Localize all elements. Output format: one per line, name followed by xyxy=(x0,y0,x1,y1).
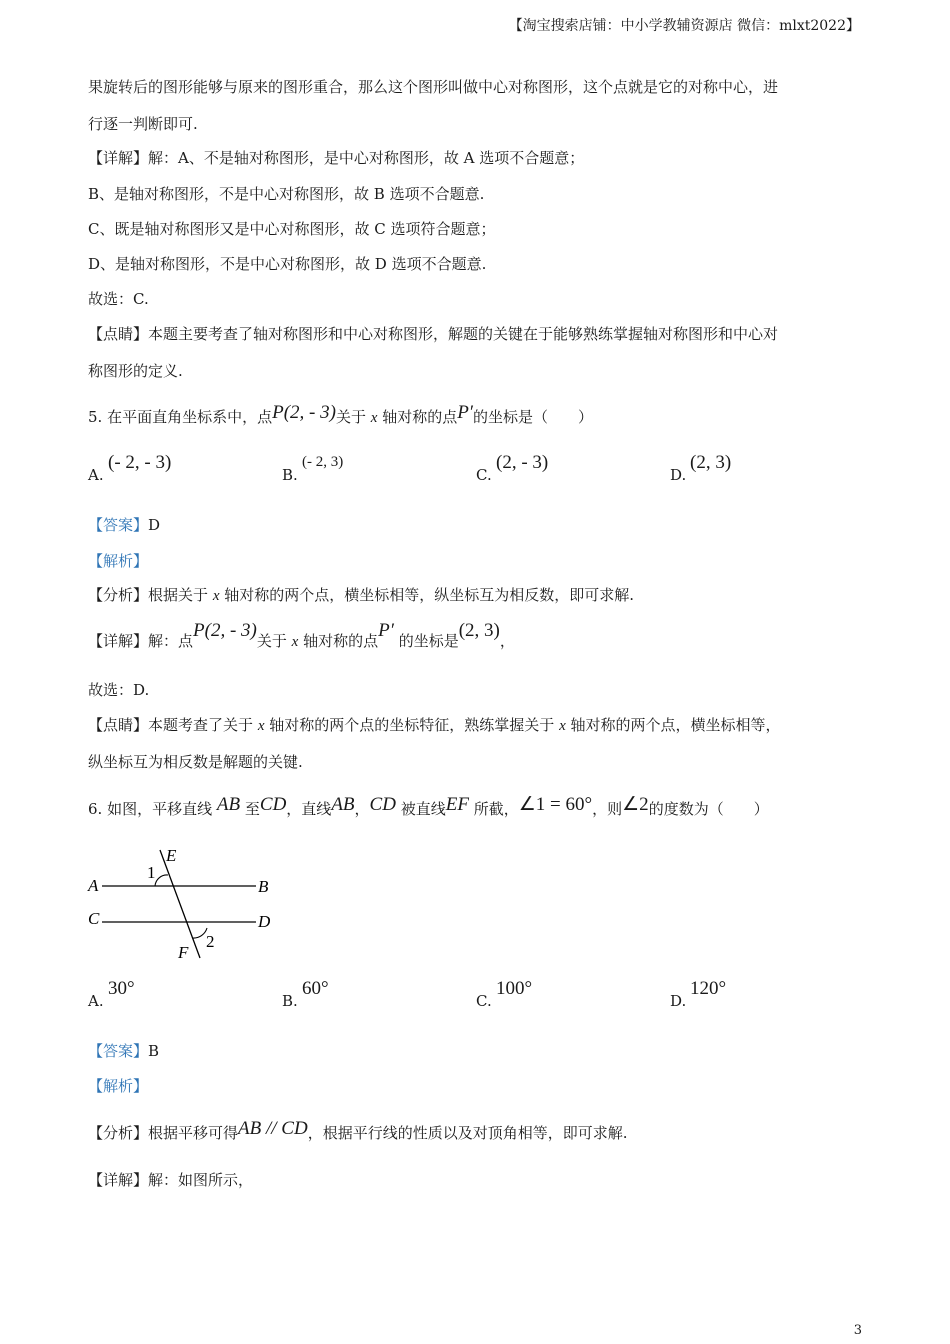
fenxi-tag: 【分析】 xyxy=(88,1124,149,1142)
stem-text: 轴对称的点 xyxy=(382,408,458,426)
line-cd: CD xyxy=(369,794,396,815)
detail-text: 关于 xyxy=(256,632,287,650)
answer-tag: 【答案】 xyxy=(88,1042,149,1060)
point-p-prime: P′ xyxy=(378,620,394,641)
q5-detail xyxy=(88,620,515,653)
q6-option-d xyxy=(670,978,850,1018)
angle-2: ∠2 xyxy=(622,794,649,815)
stem-text: 的坐标是（ ） xyxy=(472,408,593,426)
option-label: D. xyxy=(670,466,687,484)
option-label: B. xyxy=(282,992,298,1010)
intro-line-1: 果旋转后的图形能够与原来的图形重合，那么这个图形叫做中心对称图形，这个点就是它的对称中心，进 xyxy=(88,78,779,96)
q6-analysis-tag: 【解析】 xyxy=(88,1077,149,1095)
detail-text: 解：如图所示， xyxy=(148,1171,254,1189)
q6-fenxi xyxy=(88,1118,628,1144)
q5-stem xyxy=(88,402,593,429)
x-variable: x xyxy=(370,410,378,426)
comment-tag: 【点睛】 xyxy=(88,325,149,343)
parallel-lines-figure xyxy=(80,840,290,970)
line-cd: CD xyxy=(259,794,287,815)
point-p: P(2, - 3) xyxy=(272,402,336,423)
label-angle-2: 2 xyxy=(206,932,215,951)
x-variable: x xyxy=(257,718,265,734)
option-label: B. xyxy=(282,466,298,484)
line-ab: AB xyxy=(331,794,355,815)
point-p: P(2, - 3) xyxy=(193,620,257,641)
line-ef: EF xyxy=(445,794,469,815)
label-c: C xyxy=(88,909,100,928)
result-value: (2, 3) xyxy=(458,620,500,641)
detail-text: 轴对称的点 xyxy=(303,632,379,650)
q5-analysis-tag: 【解析】 xyxy=(88,552,149,570)
label-b: B xyxy=(258,877,269,896)
x-variable: x xyxy=(291,634,299,650)
q5-comment-1 xyxy=(88,714,781,737)
q6-option-a xyxy=(88,978,268,1018)
parallel-statement: AB // CD xyxy=(238,1118,308,1139)
fenxi-text: ，根据平行线的性质以及对顶角相等，即可求解. xyxy=(307,1124,628,1142)
fenxi-text: 轴对称的两个点，横坐标相等，纵坐标互为相反数，即可求解. xyxy=(224,586,635,604)
q4-comment-1 xyxy=(88,323,778,345)
q6-option-c xyxy=(476,978,656,1018)
x-variable: x xyxy=(559,718,566,734)
q5-option-b xyxy=(282,452,462,492)
detail-text: 解：点 xyxy=(148,632,194,650)
label-d: D xyxy=(258,912,271,931)
q5-option-d xyxy=(670,452,850,492)
option-value: 100° xyxy=(496,978,533,999)
q5-choose: 故选：D. xyxy=(88,681,150,699)
q4-detail-b: B、是轴对称图形，不是中心对称图形，故 B 选项不合题意. xyxy=(88,185,485,203)
detail-tag: 【详解】 xyxy=(88,149,149,167)
q4-detail-a xyxy=(88,147,584,169)
detail-tag: 【详解】 xyxy=(88,1171,149,1189)
option-label: D. xyxy=(670,992,687,1010)
q6-option-b xyxy=(282,978,462,1018)
stem-text: 被直线 xyxy=(400,800,446,818)
answer-value: D xyxy=(148,516,161,534)
angle-2-arc xyxy=(193,928,207,938)
angle-1-value: ∠1 = 60° xyxy=(518,794,593,815)
label-e: E xyxy=(166,846,177,865)
comment-text: 轴对称的两个点的坐标特征，熟练掌握关于 xyxy=(269,716,555,734)
stem-text: ，直线 xyxy=(286,800,332,818)
page-header: 【淘宝搜索店铺：中小学教辅资源店 微信：mlxt2022】 xyxy=(508,18,860,34)
q4-detail-c: C、既是轴对称图形又是中心对称图形，故 C 选项符合题意； xyxy=(88,220,496,238)
stem-text: 关于 xyxy=(335,408,366,426)
option-value: 120° xyxy=(690,978,727,999)
comment-tag: 【点睛】 xyxy=(88,716,149,734)
stem-text: 5. 在平面直角坐标系中，点 xyxy=(88,408,273,426)
stem-text: 的度数为（ ） xyxy=(648,800,769,818)
q6-answer xyxy=(88,1040,159,1062)
option-label: A. xyxy=(88,992,104,1010)
option-label: C. xyxy=(476,466,492,484)
q5-comment-2: 纵坐标互为相反数是解题的关键. xyxy=(88,753,303,771)
label-f: F xyxy=(178,943,189,962)
answer-value: B xyxy=(148,1042,160,1060)
q5-option-c xyxy=(476,452,656,492)
point-p-prime: P′ xyxy=(457,402,473,423)
comment-text: 轴对称的两个点，横坐标相等， xyxy=(570,716,781,734)
stem-text: 6. 如图，平移直线 xyxy=(88,800,213,818)
option-value: 30° xyxy=(108,978,135,999)
page-number: 3 xyxy=(853,1323,862,1338)
line-ef-segment xyxy=(160,850,200,958)
comment-text: 本题考查了关于 xyxy=(148,716,254,734)
fenxi-tag: 【分析】 xyxy=(88,586,149,604)
q4-choose: 故选：C. xyxy=(88,290,149,308)
intro-line-2: 行逐一判断即可. xyxy=(88,115,198,133)
x-variable: x xyxy=(212,588,220,604)
stem-text: ， xyxy=(354,800,370,818)
option-label: A. xyxy=(88,466,104,484)
stem-text: ，则 xyxy=(592,800,623,818)
option-label: C. xyxy=(476,992,492,1010)
detail-tag: 【详解】 xyxy=(88,632,149,650)
q5-answer xyxy=(88,514,160,536)
option-value: (2, - 3) xyxy=(496,452,549,473)
label-angle-1: 1 xyxy=(147,863,156,882)
q6-stem xyxy=(88,794,769,820)
q4-detail-d: D、是轴对称图形，不是中心对称图形，故 D 选项不合题意. xyxy=(88,255,487,273)
q5-fenxi xyxy=(88,584,634,607)
option-value: 60° xyxy=(302,978,329,999)
angle-1-arc xyxy=(155,875,168,886)
detail-text: 解：A、不是轴对称图形，是中心对称图形，故 A 选项不合题意； xyxy=(148,149,585,167)
stem-text: 至 xyxy=(244,800,260,818)
detail-text: 的坐标是 xyxy=(398,632,459,650)
fenxi-text: 根据平移可得 xyxy=(148,1124,239,1142)
q4-comment-2: 称图形的定义. xyxy=(88,362,183,380)
label-a: A xyxy=(88,876,99,895)
fenxi-text: 根据关于 xyxy=(148,586,209,604)
comment-text: 本题主要考查了轴对称图形和中心对称图形，解题的关键在于能够熟练掌握轴对称图形和中心对 xyxy=(148,325,779,343)
answer-tag: 【答案】 xyxy=(88,516,149,534)
q6-detail xyxy=(88,1169,253,1191)
stem-text: 所截， xyxy=(473,800,519,818)
option-value: (2, 3) xyxy=(690,452,732,473)
option-value: (- 2, 3) xyxy=(302,454,344,470)
q5-option-a xyxy=(88,452,268,492)
detail-text: ， xyxy=(499,632,515,650)
line-ab: AB xyxy=(216,794,241,815)
option-value: (- 2, - 3) xyxy=(108,452,172,473)
